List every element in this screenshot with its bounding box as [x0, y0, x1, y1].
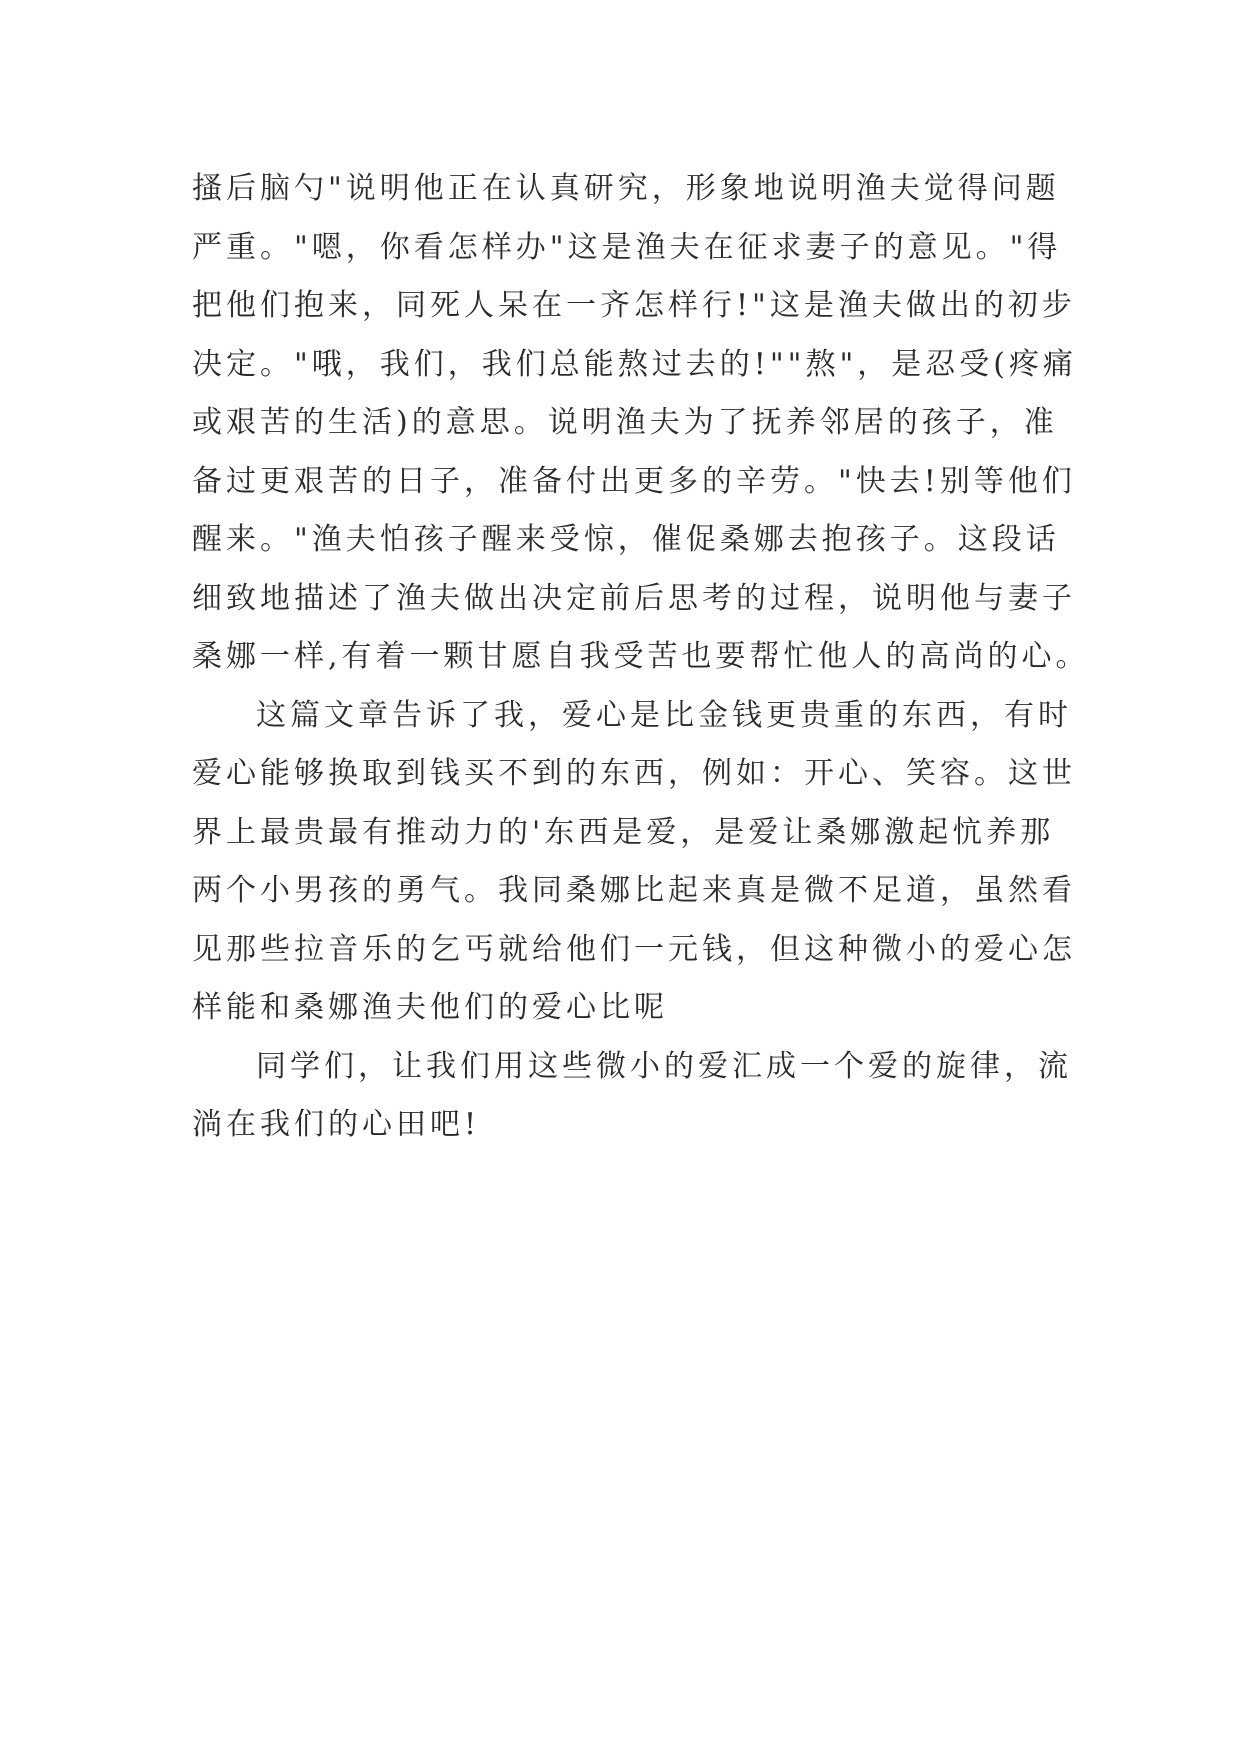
paragraph-start-line: 这篇文章告诉了我，爱心是比金钱更贵重的东西，有时 [256, 697, 1072, 733]
text-line: 淌在我们的心田吧! [192, 1107, 481, 1142]
text-line: 桑娜一样,有着一颗甘愿自我受苦也要帮忙他人的高尚的心。 [192, 639, 1090, 674]
text-line: 细致地描述了渔夫做出决定前后思考的过程，说明他与妻子 [192, 580, 1076, 616]
text-line: 两个小男孩的勇气。我同桑娜比起来真是微不足道，虽然看 [192, 873, 1076, 908]
text-line: 或艰苦的生活)的意思。说明渔夫为了抚养邻居的孩子，准 [192, 405, 1058, 440]
text-line: 样能和桑娜渔夫他们的爱心比呢 [192, 990, 668, 1025]
document-body [192, 160, 1090, 1155]
text-line: 醒来。"渔夫怕孩子醒来受惊，催促桑娜去抱孩子。这段话 [192, 522, 1060, 557]
text-line: 决定。"哦，我们，我们总能熬过去的!""熬"，是忍受(疼痛 [192, 346, 1077, 382]
text-line: 界上最贵最有推动力的'东西是爱，是爱让桑娜激起忼养那 [192, 814, 1055, 850]
text-line: 把他们抱来，同死人呆在一齐怎样行!"这是渔夫做出的初步 [192, 288, 1076, 323]
text-line: 见那些拉音乐的乞丐就给他们一元钱，但这种微小的爱心怎 [192, 931, 1076, 967]
text-line: 爱心能够换取到钱买不到的东西，例如：开心、笑容。这世 [192, 756, 1076, 791]
paragraph-start-line: 同学们，让我们用这些微小的爱汇成一个爱的旋律，流 [256, 1048, 1072, 1084]
text-line: 搔后脑勺"说明他正在认真研究，形象地说明渔夫觉得问题 [192, 171, 1060, 206]
text-line: 备过更艰苦的日子，准备付出更多的辛劳。"快去!别等他们 [192, 463, 1076, 499]
text-line: 严重。"嗯，你看怎样办"这是渔夫在征求妻子的意见。"得 [192, 229, 1062, 265]
